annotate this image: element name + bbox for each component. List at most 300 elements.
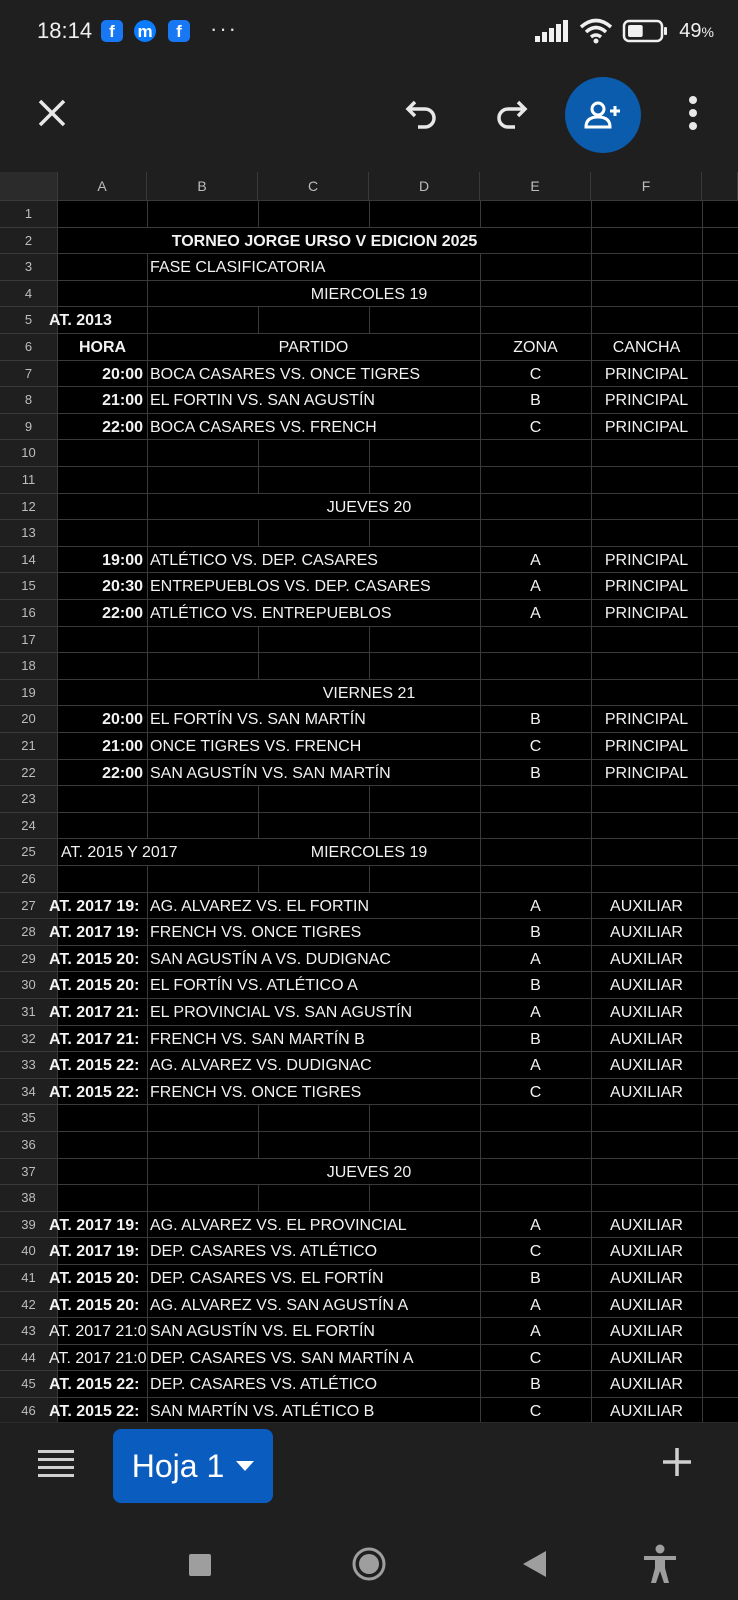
court-cell[interactable]: AUXILIAR <box>610 977 683 995</box>
time-cell[interactable]: AT. 2017 19: <box>49 897 140 915</box>
grid-line <box>480 866 481 892</box>
table-row <box>0 600 738 627</box>
time-cell[interactable]: AT. 2017 21: <box>49 1004 140 1021</box>
column-header-a[interactable]: A <box>58 172 147 200</box>
row-number[interactable]: 4 <box>0 281 58 307</box>
grid-line <box>258 786 259 812</box>
battery-percent: 49 <box>679 19 702 42</box>
grid-line <box>702 387 703 413</box>
row-number[interactable]: 29 <box>0 946 58 972</box>
grid-line <box>258 813 259 839</box>
category-header-cell[interactable]: AT. 2015 Y 2017 <box>61 844 178 862</box>
grid-line <box>591 1105 592 1131</box>
grid-line <box>147 1159 148 1185</box>
court-cell[interactable]: AUXILIAR <box>610 1243 683 1261</box>
time-cell[interactable]: AT. 2013 <box>49 312 112 330</box>
grid-line <box>702 281 703 307</box>
grid-line <box>480 786 481 812</box>
row-number[interactable]: 20 <box>0 706 58 732</box>
row-number[interactable]: 1 <box>0 201 58 227</box>
court-cell[interactable]: AUXILIAR <box>610 1030 683 1048</box>
accessibility-icon <box>642 1544 678 1584</box>
column-header-c[interactable]: C <box>258 172 369 200</box>
editor-toolbar <box>0 64 738 170</box>
row-number[interactable]: 13 <box>0 520 58 546</box>
grid-line <box>591 281 592 307</box>
match-cell[interactable]: ENTREPUEBLOS VS. DEP. CASARES <box>150 578 431 596</box>
grid-line <box>147 1185 148 1211</box>
grid-line <box>591 627 592 653</box>
row-number[interactable]: 44 <box>0 1345 58 1371</box>
match-cell[interactable]: FASE CLASIFICATORIA <box>150 259 326 277</box>
grid-line <box>369 627 370 653</box>
row-number[interactable]: 12 <box>0 494 58 520</box>
sheets-list-icon <box>38 1447 74 1479</box>
row-number[interactable]: 21 <box>0 733 58 759</box>
grid-line <box>480 467 481 493</box>
court-cell[interactable]: AUXILIAR <box>610 1403 683 1420</box>
more-options-button[interactable] <box>658 78 728 148</box>
grid-line <box>591 254 592 280</box>
table-row <box>0 653 738 680</box>
match-cell[interactable]: DEP. CASARES VS. ATLÉTICO <box>150 1376 378 1394</box>
grid-line <box>369 307 370 333</box>
zone-cell[interactable]: B <box>530 1376 541 1394</box>
grid-line <box>702 1398 703 1424</box>
grid-line <box>480 520 481 546</box>
row-number[interactable]: 15 <box>0 573 58 599</box>
grid-line <box>702 1292 703 1318</box>
table-row <box>0 228 738 255</box>
column-header-b[interactable]: B <box>147 172 258 200</box>
table-row <box>0 1265 738 1292</box>
row-number[interactable]: 36 <box>0 1132 58 1158</box>
time-cell[interactable]: AT. 2015 20: <box>49 977 140 995</box>
court-cell[interactable]: AUXILIAR <box>610 1376 683 1394</box>
zone-cell[interactable]: B <box>530 392 541 410</box>
time-cell[interactable]: 22:00 <box>102 764 143 782</box>
court-cell[interactable]: CANCHA <box>612 339 681 356</box>
grid-line <box>702 1265 703 1291</box>
row-number[interactable]: 24 <box>0 813 58 839</box>
grid-line <box>480 839 481 865</box>
grid-line <box>702 1318 703 1344</box>
match-cell[interactable]: SAN AGUSTÍN VS. EL FORTÍN <box>150 1323 375 1341</box>
grid-line <box>147 1105 148 1131</box>
system-nav-bar <box>0 1532 738 1600</box>
grid-line <box>702 334 703 360</box>
zone-cell[interactable]: A <box>530 1216 541 1234</box>
grid-line <box>258 1105 259 1131</box>
row-number[interactable]: 10 <box>0 440 58 466</box>
grid-line <box>258 520 259 546</box>
time-cell[interactable]: AT. 2015 20: <box>49 1296 140 1314</box>
column-headers <box>0 172 738 201</box>
time-cell[interactable]: 20:00 <box>102 711 143 729</box>
row-number[interactable]: 7 <box>0 361 58 387</box>
table-row <box>0 1105 738 1132</box>
facebook-icon: f <box>168 20 190 42</box>
time-cell[interactable]: AT. 2015 22: <box>49 1057 140 1075</box>
zone-cell[interactable]: C <box>529 1349 542 1367</box>
grid-line <box>591 228 592 254</box>
match-cell[interactable]: EL FORTÍN VS. ATLÉTICO A <box>150 977 358 995</box>
add-sheet-button[interactable] <box>662 1447 694 1479</box>
court-cell[interactable]: PRINCIPAL <box>604 551 689 569</box>
row-number[interactable]: 35 <box>0 1105 58 1131</box>
match-cell[interactable]: SAN AGUSTÍN A VS. DUDIGNAC <box>150 950 391 968</box>
table-row <box>0 1212 738 1239</box>
grid-line <box>480 1132 481 1158</box>
table-row <box>0 1185 738 1212</box>
grid-line <box>702 361 703 387</box>
row-number[interactable]: 22 <box>0 760 58 786</box>
grid-line <box>480 307 481 333</box>
match-cell[interactable]: AG. ALVAREZ VS. EL FORTIN <box>150 897 370 915</box>
row-number[interactable]: 43 <box>0 1318 58 1344</box>
table-row <box>0 467 738 494</box>
table-row <box>0 1026 738 1053</box>
match-cell[interactable]: EL PROVINCIAL VS. SAN AGUSTÍN <box>150 1004 412 1021</box>
table-row <box>0 1079 738 1106</box>
day-header-cell[interactable]: JUEVES 20 <box>326 498 412 516</box>
grid-line <box>702 573 703 599</box>
time-cell[interactable]: 21:00 <box>102 738 143 755</box>
column-header-f[interactable]: F <box>591 172 702 200</box>
day-header-cell[interactable]: JUEVES 20 <box>326 1163 412 1181</box>
grid-line <box>480 680 481 706</box>
day-header-cell[interactable]: VIERNES 21 <box>322 684 416 702</box>
grid-line <box>147 627 148 653</box>
zone-cell[interactable]: A <box>530 950 541 968</box>
match-cell[interactable]: FRENCH VS. ONCE TIGRES <box>150 1083 362 1101</box>
court-cell[interactable]: PRINCIPAL <box>604 764 689 782</box>
row-number[interactable]: 33 <box>0 1052 58 1078</box>
match-cell[interactable]: EL FORTÍN VS. SAN MARTÍN <box>150 711 366 729</box>
table-row <box>0 1159 738 1186</box>
match-cell[interactable]: BOCA CASARES VS. FRENCH <box>150 418 377 436</box>
row-number[interactable]: 5 <box>0 307 58 333</box>
add-person-icon <box>584 100 622 130</box>
row-number[interactable]: 2 <box>0 228 58 254</box>
row-number[interactable]: 18 <box>0 653 58 679</box>
zone-cell[interactable]: B <box>530 711 541 729</box>
grid-line <box>702 1159 703 1185</box>
match-cell[interactable]: FRENCH VS. ONCE TIGRES <box>150 924 362 942</box>
zone-cell[interactable]: A <box>530 897 541 915</box>
grid-line <box>480 627 481 653</box>
time-cell[interactable]: AT. 2017 19: <box>49 1243 140 1261</box>
share-button[interactable] <box>565 77 641 153</box>
row-number[interactable]: 41 <box>0 1265 58 1291</box>
zone-cell[interactable]: C <box>529 1403 542 1420</box>
grid-line <box>702 440 703 466</box>
grid-line <box>369 1105 370 1131</box>
time-cell[interactable]: 19:00 <box>102 551 143 569</box>
grid-line <box>147 813 148 839</box>
circle-icon <box>351 1546 387 1582</box>
zone-cell[interactable]: C <box>529 418 542 436</box>
match-cell[interactable]: AG. ALVAREZ VS. DUDIGNAC <box>150 1057 372 1075</box>
day-header-cell[interactable]: MIERCOLES 19 <box>310 844 428 862</box>
table-row <box>0 706 738 733</box>
zone-cell[interactable]: B <box>530 764 541 782</box>
row-number[interactable]: 17 <box>0 627 58 653</box>
grid-line <box>147 866 148 892</box>
zone-cell[interactable]: C <box>529 738 542 755</box>
table-row <box>0 573 738 600</box>
grid-line <box>480 254 481 280</box>
grid-line <box>702 919 703 945</box>
court-cell[interactable]: AUXILIAR <box>610 1270 683 1287</box>
zone-cell[interactable]: B <box>530 924 541 942</box>
match-cell[interactable]: ONCE TIGRES VS. FRENCH <box>150 738 362 755</box>
grid-line <box>591 653 592 679</box>
row-number[interactable]: 46 <box>0 1398 58 1424</box>
grid-line <box>702 1079 703 1105</box>
time-cell[interactable]: HORA <box>78 339 127 356</box>
grid-line <box>702 467 703 493</box>
grid-line <box>591 440 592 466</box>
sheet-title-cell[interactable]: TORNEO JORGE URSO V EDICION 2025 <box>171 232 478 250</box>
match-cell[interactable]: SAN AGUSTÍN VS. SAN MARTÍN <box>150 764 391 782</box>
grid-line <box>369 520 370 546</box>
grid-line <box>702 1371 703 1397</box>
table-row <box>0 627 738 654</box>
row-number[interactable]: 8 <box>0 387 58 413</box>
grid-line <box>702 786 703 812</box>
time-cell[interactable]: 22:00 <box>102 605 143 622</box>
row-number[interactable]: 30 <box>0 972 58 998</box>
grid-line <box>258 201 259 227</box>
match-cell[interactable]: DEP. CASARES VS. ATLÉTICO <box>150 1243 378 1261</box>
row-number[interactable]: 39 <box>0 1212 58 1238</box>
grid-line <box>147 467 148 493</box>
tab-hoja-1[interactable] <box>113 1429 273 1503</box>
row-number[interactable]: 31 <box>0 999 58 1025</box>
grid-line <box>369 201 370 227</box>
sheets-list-button[interactable] <box>38 1447 78 1487</box>
zone-cell[interactable]: C <box>529 1243 542 1261</box>
table-row <box>0 813 738 840</box>
row-number[interactable]: 28 <box>0 919 58 945</box>
match-cell[interactable]: ATLÉTICO VS. ENTREPUEBLOS <box>150 605 392 622</box>
grid-line <box>480 281 481 307</box>
row-number[interactable]: 45 <box>0 1371 58 1397</box>
row-number[interactable]: 42 <box>0 1292 58 1318</box>
accessibility-button[interactable] <box>642 1544 678 1589</box>
court-cell[interactable]: AUXILIAR <box>610 1216 683 1234</box>
time-cell[interactable]: AT. 2017 19: <box>49 1216 140 1234</box>
time-cell[interactable]: AT. 2015 20: <box>49 1270 140 1287</box>
grid-line <box>591 813 592 839</box>
row-number[interactable]: 32 <box>0 1026 58 1052</box>
grid-line <box>702 600 703 626</box>
grid-line <box>480 653 481 679</box>
grid-line <box>480 1105 481 1131</box>
zone-cell[interactable]: A <box>530 1057 541 1075</box>
zone-cell[interactable]: A <box>530 1323 541 1341</box>
zone-cell[interactable]: A <box>530 1296 541 1314</box>
grid-line <box>147 680 148 706</box>
court-cell[interactable]: AUXILIAR <box>610 950 683 968</box>
grid-line <box>702 494 703 520</box>
row-number[interactable]: 37 <box>0 1159 58 1185</box>
grid-line <box>702 813 703 839</box>
recents-button[interactable] <box>188 1553 212 1582</box>
row-number[interactable]: 27 <box>0 893 58 919</box>
table-row <box>0 1132 738 1159</box>
grid-line <box>702 1345 703 1371</box>
grid-line <box>258 467 259 493</box>
grid-line <box>147 494 148 520</box>
table-row <box>0 1318 738 1345</box>
redo-button[interactable] <box>476 78 546 148</box>
zone-cell[interactable]: ZONA <box>513 339 558 356</box>
time-cell[interactable]: 20:30 <box>102 578 143 596</box>
court-cell[interactable]: AUXILIAR <box>610 897 683 915</box>
grid-line <box>702 1185 703 1211</box>
table-row <box>0 839 738 866</box>
zone-cell[interactable]: A <box>530 578 541 596</box>
row-number[interactable]: 38 <box>0 1185 58 1211</box>
table-row <box>0 1052 738 1079</box>
time-cell[interactable]: AT. 2015 22: <box>49 1403 140 1420</box>
zone-cell[interactable]: A <box>530 1004 541 1021</box>
time-cell[interactable]: 20:00 <box>102 365 143 383</box>
grid-line <box>702 1238 703 1264</box>
grid-line <box>702 680 703 706</box>
zone-cell[interactable]: B <box>530 1270 541 1287</box>
match-cell[interactable]: DEP. CASARES VS. SAN MARTÍN A <box>150 1349 414 1367</box>
zone-cell[interactable]: C <box>529 365 542 383</box>
table-row <box>0 334 738 361</box>
grid-line <box>258 866 259 892</box>
zone-cell[interactable]: B <box>530 977 541 995</box>
grid-line <box>591 839 592 865</box>
court-cell[interactable]: PRINCIPAL <box>604 711 689 729</box>
row-number[interactable]: 16 <box>0 600 58 626</box>
time-cell[interactable]: 22:00 <box>102 418 143 436</box>
court-cell[interactable]: PRINCIPAL <box>604 578 689 596</box>
grid-line <box>147 440 148 466</box>
grid-line <box>147 520 148 546</box>
back-button[interactable] <box>522 1551 546 1582</box>
grid-line <box>147 653 148 679</box>
match-cell[interactable]: SAN MARTÍN VS. ATLÉTICO B <box>150 1403 375 1420</box>
time-cell[interactable]: 21:00 <box>102 392 143 410</box>
match-cell[interactable]: EL FORTIN VS. SAN AGUSTÍN <box>150 392 375 410</box>
match-cell[interactable]: ATLÉTICO VS. DEP. CASARES <box>150 551 378 569</box>
grid-line <box>369 786 370 812</box>
grid-line <box>702 1026 703 1052</box>
court-cell[interactable]: AUXILIAR <box>610 1083 683 1101</box>
grid-line <box>147 201 148 227</box>
zone-cell[interactable]: A <box>530 551 541 569</box>
grid-line <box>702 706 703 732</box>
grid-line <box>702 972 703 998</box>
row-number[interactable]: 3 <box>0 254 58 280</box>
time-cell[interactable]: AT. 2015 22: <box>49 1376 140 1394</box>
table-row <box>0 1238 738 1265</box>
row-number[interactable]: 34 <box>0 1079 58 1105</box>
zone-cell[interactable]: C <box>529 1083 542 1101</box>
row-number[interactable]: 26 <box>0 866 58 892</box>
court-cell[interactable]: AUXILIAR <box>610 1296 683 1314</box>
table-row <box>0 547 738 574</box>
select-all-corner[interactable] <box>0 172 58 200</box>
match-cell[interactable]: AG. ALVAREZ VS. EL PROVINCIAL <box>150 1216 407 1234</box>
time-cell[interactable]: AT. 2017 19: <box>49 924 140 942</box>
table-row <box>0 999 738 1026</box>
row-number[interactable]: 11 <box>0 467 58 493</box>
table-row <box>0 1398 738 1425</box>
court-cell[interactable]: PRINCIPAL <box>604 418 689 436</box>
row-number[interactable]: 6 <box>0 334 58 360</box>
court-cell[interactable]: PRINCIPAL <box>604 365 689 383</box>
undo-icon <box>405 98 439 128</box>
column-header-g <box>702 172 738 200</box>
match-cell[interactable]: FRENCH VS. SAN MARTÍN B <box>150 1030 365 1048</box>
court-cell[interactable]: PRINCIPAL <box>604 738 689 755</box>
court-cell[interactable]: PRINCIPAL <box>604 605 689 622</box>
match-cell[interactable]: AG. ALVAREZ VS. SAN AGUSTÍN A <box>150 1296 409 1314</box>
column-header-e[interactable]: E <box>480 172 591 200</box>
match-cell[interactable]: BOCA CASARES VS. ONCE TIGRES <box>150 365 420 383</box>
time-cell[interactable]: AT. 2017 21:0 <box>49 1349 147 1367</box>
more-notifications-icon: ··· <box>210 16 238 41</box>
grid-line <box>369 1185 370 1211</box>
court-cell[interactable]: AUXILIAR <box>610 1057 683 1075</box>
zone-cell[interactable]: B <box>530 1030 541 1048</box>
home-button[interactable] <box>351 1546 387 1587</box>
row-number[interactable]: 25 <box>0 839 58 865</box>
time-cell[interactable]: AT. 2015 20: <box>49 950 140 968</box>
triangle-back-icon <box>522 1551 546 1577</box>
grid-line <box>369 866 370 892</box>
row-number[interactable]: 23 <box>0 786 58 812</box>
row-number[interactable]: 40 <box>0 1238 58 1264</box>
match-header-cell[interactable]: PARTIDO <box>278 339 349 356</box>
match-cell[interactable]: DEP. CASARES VS. EL FORTÍN <box>150 1270 384 1287</box>
day-header-cell[interactable]: MIERCOLES 19 <box>310 285 428 303</box>
column-header-d[interactable]: D <box>369 172 480 200</box>
court-cell[interactable]: AUXILIAR <box>610 1004 683 1021</box>
court-cell[interactable]: AUXILIAR <box>610 1349 683 1367</box>
undo-button[interactable] <box>387 78 457 148</box>
grid-line <box>369 1132 370 1158</box>
grid-line <box>702 201 703 227</box>
grid-line <box>258 653 259 679</box>
table-row <box>0 387 738 414</box>
row-number[interactable]: 19 <box>0 680 58 706</box>
grid-line <box>702 1132 703 1158</box>
time-cell[interactable]: AT. 2017 21: <box>49 1030 140 1048</box>
table-row <box>0 440 738 467</box>
row-number[interactable]: 9 <box>0 414 58 440</box>
court-cell[interactable]: AUXILIAR <box>610 924 683 942</box>
grid-line <box>702 1105 703 1131</box>
table-row <box>0 1345 738 1372</box>
zone-cell[interactable]: A <box>530 605 541 622</box>
court-cell[interactable]: PRINCIPAL <box>604 392 689 410</box>
time-cell[interactable]: AT. 2015 22: <box>49 1083 140 1101</box>
court-cell[interactable]: AUXILIAR <box>610 1323 683 1341</box>
row-number[interactable]: 14 <box>0 547 58 573</box>
time-cell[interactable]: AT. 2017 21:0 <box>49 1323 147 1341</box>
spreadsheet-grid[interactable] <box>0 172 738 1422</box>
close-button[interactable] <box>17 78 87 148</box>
